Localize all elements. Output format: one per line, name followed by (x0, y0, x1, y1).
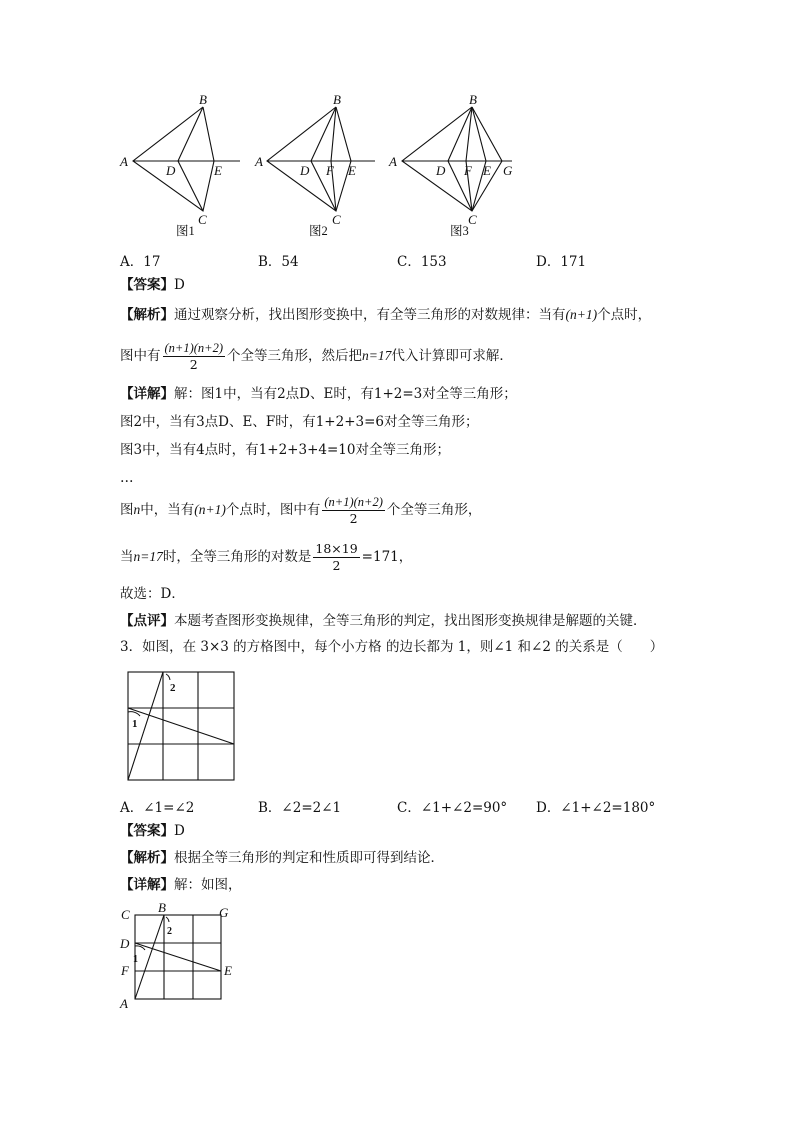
fig3-label-f: F (464, 163, 472, 178)
q3-detail-line (120, 876, 242, 894)
q2-analysis-line1 (120, 306, 651, 324)
q3b-label-g: G (219, 905, 229, 920)
q2-detail-line2: 图2中，当有3点D、E、F时，有1+2+3=6对全等三角形； (120, 414, 479, 430)
q3-answer-line (120, 822, 185, 840)
q3-angle-2-label: 2 (170, 682, 176, 694)
q3b-label-f: F (121, 963, 129, 978)
q2-math-n: n (133, 502, 141, 517)
q2-comment-text: 本题考查图形变换规律，全等三角形的判定，找出图形变换规律是解题的关键． (174, 613, 647, 629)
q2-math-n-plus-1-b: (n+1) (194, 502, 226, 517)
q2-detail-text6a: 当 (120, 549, 134, 565)
q3-detail-tag: 【详解】 (120, 877, 174, 893)
q3-answer-tag: 【答案】 (120, 823, 174, 839)
q3-angle-1-label: 1 (132, 718, 138, 730)
q3b-line-de (135, 943, 221, 971)
q2-analysis-text4: 个全等三角形，然后把 (227, 348, 363, 364)
fig1-label-d: D (166, 163, 176, 178)
q2-answer: D (174, 277, 185, 293)
q2-fraction (163, 340, 226, 373)
q3-option-c: C．∠1+∠2=90° (397, 800, 508, 816)
q3-answer: D (174, 823, 185, 839)
q3b-label-e: E (224, 963, 232, 978)
fig2-label-a: A (255, 154, 263, 169)
q2-detail-tag: 【详解】 (120, 386, 174, 402)
fig3-label-a: A (389, 154, 397, 169)
fig1-label-a: A (120, 154, 128, 169)
fig3-label-g: G (503, 163, 513, 178)
fig2-label-f: F (326, 163, 334, 178)
fig3-outline (402, 107, 502, 211)
q3b-label-b: B (158, 900, 166, 915)
q2-detail-line3: 图3中，当有4点时，有1+2+3+4=10对全等三角形； (120, 442, 450, 458)
fig3-caption: 图3 (450, 224, 469, 238)
q3-option-b: B．∠2=2∠1 (258, 800, 342, 816)
fig3-label-c: C (468, 212, 477, 227)
q3b-angle-1-label: 1 (133, 954, 138, 965)
q3-angle-1-arc (128, 712, 140, 716)
q3-labeled-figure (115, 900, 240, 1015)
q2-option-c: C．153 (397, 254, 447, 270)
q2-answer-line (120, 276, 185, 294)
q2-detail-text6d: =171， (361, 549, 413, 565)
fig2-label-b: B (333, 92, 341, 107)
q2-analysis-text2: 个点时， (597, 307, 652, 323)
q2-analysis-line2 (120, 338, 513, 374)
q2-detail-line5 (120, 492, 481, 528)
q3-line-de (128, 708, 234, 744)
q2-math-n17: n=17 (362, 348, 392, 363)
q2-detail-text5e: 个点时，图中有 (225, 502, 321, 518)
fig3-label-d: D (436, 163, 446, 178)
q2-option-a: A．17 (120, 254, 161, 270)
fig3-label-e: E (483, 163, 491, 178)
fig2-label-d: D (300, 163, 310, 178)
fig2-label-c: C (332, 212, 341, 227)
q2-analysis-text1: 通过观察分析，找出图形变换中，有全等三角形的对数规律：当有 (174, 307, 566, 323)
q3-analysis-tag: 【解析】 (120, 850, 174, 866)
q3-option-a: A．∠1=∠2 (120, 800, 195, 816)
q2-fraction-c-denominator: 2 (332, 558, 341, 573)
fig1-caption: 图1 (176, 224, 195, 238)
q2-ellipsis: … (120, 470, 134, 486)
q3-analysis-line (120, 849, 444, 867)
q3-grid-figure (125, 670, 237, 785)
q2-analysis-text3: 图中有 (120, 348, 161, 364)
q2-analysis-text5: 代入计算即可求解． (391, 348, 513, 364)
q2-detail-text5a: 图 (120, 502, 134, 518)
q2-comment-tag: 【点评】 (120, 613, 174, 629)
q3b-label-a: A (120, 996, 128, 1011)
q2-fraction-b-denominator: 2 (349, 511, 358, 526)
q2-choose: 故选：D． (120, 586, 185, 602)
q3b-label-d: D (120, 936, 130, 951)
q3-detail-text: 解：如图， (174, 877, 242, 893)
q3-stem: 3．如图，在 3×3 的方格图中，每个小方格 的边长都为 1，则∠1 和∠2 的关系是（ ） (120, 639, 664, 655)
q2-fraction-b (322, 494, 385, 527)
q2-fraction-c-numerator: 18×19 (315, 541, 358, 556)
q2-math-n17-b: n=17 (133, 549, 163, 564)
q3-analysis-text: 根据全等三角形的判定和性质即可得到结论． (174, 850, 444, 866)
q2-detail-text1: 解：图1中，当有2点D、E时，有1+2=3对全等三角形； (174, 386, 517, 402)
q2-fraction-b-numerator: (n+1)(n+2) (324, 495, 383, 509)
q2-option-b: B．54 (258, 254, 299, 270)
fig3-label-b: B (469, 92, 477, 107)
q2-math-n-plus-1: (n+1) (565, 307, 598, 322)
fig2-label-e: E (348, 163, 356, 178)
fig1-outline (133, 107, 214, 211)
q2-fraction-numerator: (n+1)(n+2) (164, 341, 224, 355)
q2-figures (115, 90, 535, 240)
q2-option-d: D．171 (536, 254, 587, 270)
q2-detail-text5f: 个全等三角形， (386, 502, 482, 518)
q2-detail-line1 (120, 385, 517, 403)
fig1-label-b: B (199, 92, 207, 107)
q2-answer-tag: 【答案】 (120, 277, 174, 293)
q2-fraction-denominator: 2 (189, 357, 198, 372)
q2-detail-text5c: 中，当有 (140, 502, 195, 518)
q3-option-d: D．∠1+∠2=180° (536, 800, 656, 816)
q2-analysis-tag: 【解析】 (120, 307, 174, 323)
q2-fraction-c (313, 541, 359, 574)
fig1-label-c: C (198, 212, 207, 227)
q2-detail-line6 (120, 539, 412, 575)
fig2-caption: 图2 (309, 224, 328, 238)
q3b-line-ab (135, 915, 164, 999)
q3-angle-2-arc (166, 674, 170, 680)
fig1-label-e: E (214, 163, 222, 178)
q2-detail-text6c: 时，全等三角形的对数是 (162, 549, 312, 565)
fig2-outline (267, 107, 351, 211)
q2-comment-line (120, 612, 647, 630)
q3b-label-c: C (121, 907, 130, 922)
q3b-angle-2-label: 2 (167, 926, 172, 937)
